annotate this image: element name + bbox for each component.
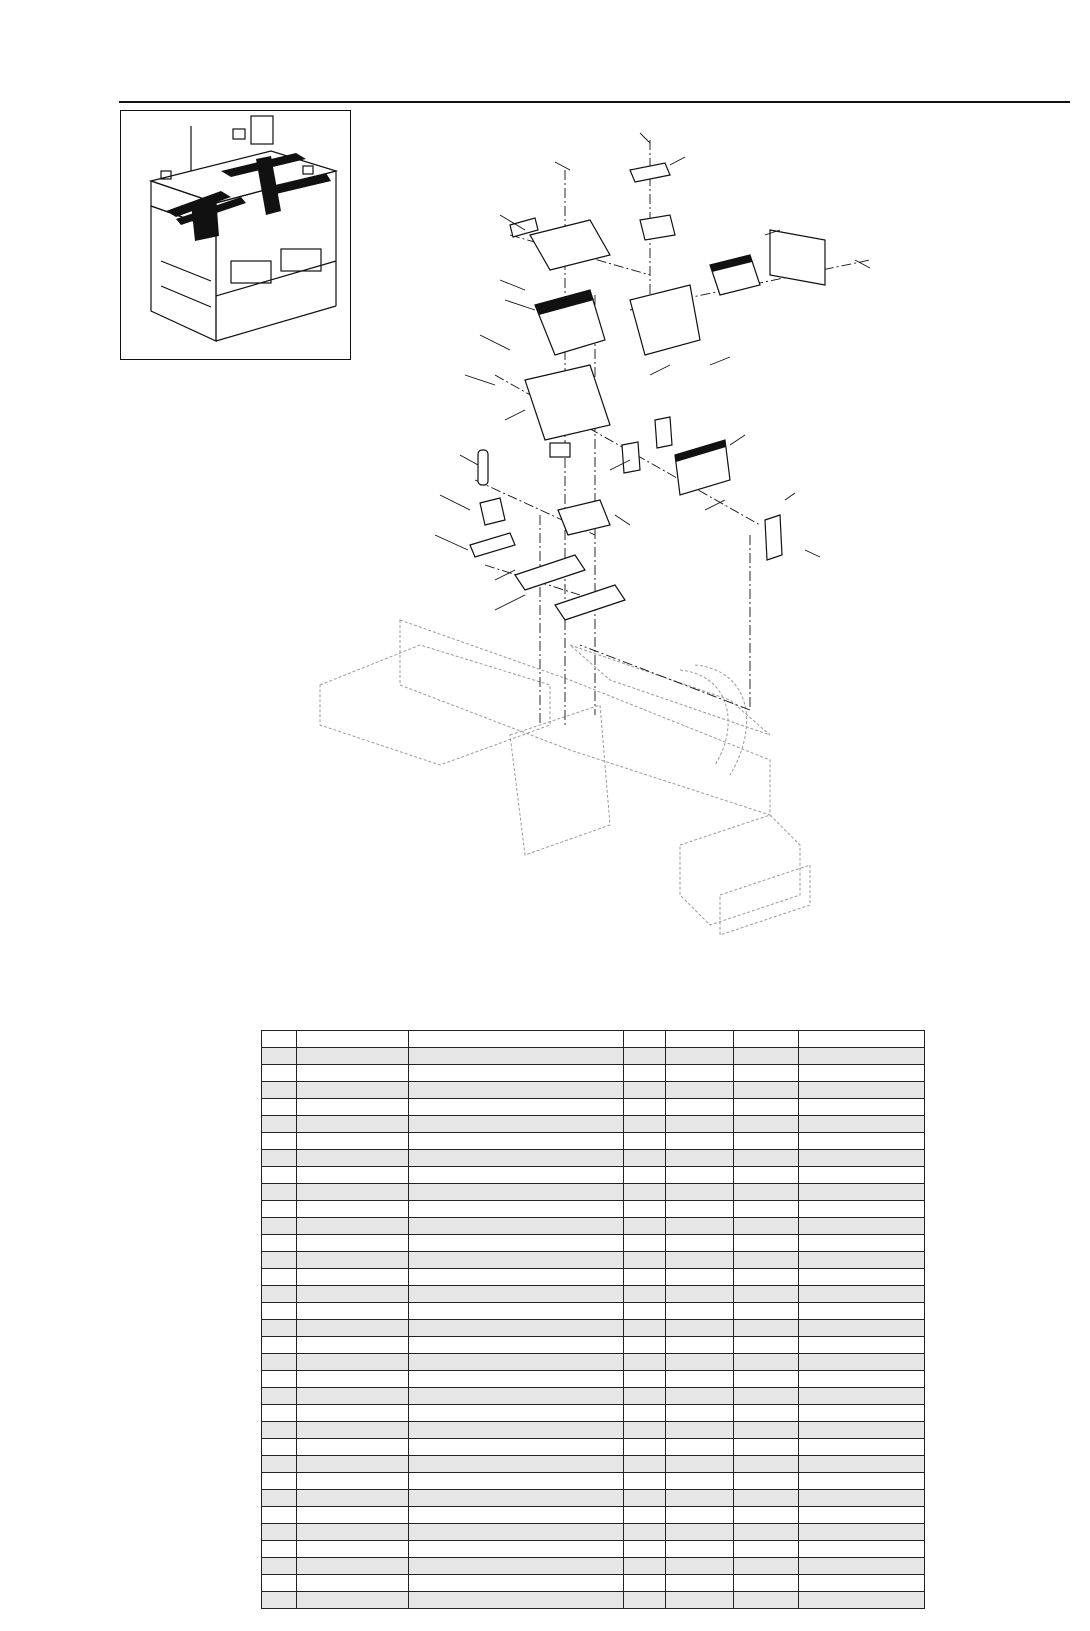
table-cell [409,1201,624,1218]
parts-table-body [262,1048,925,1609]
table-cell [297,1371,409,1388]
table-cell [409,1167,624,1184]
table-cell [734,1048,799,1065]
table-cell [799,1490,925,1507]
table-cell [624,1405,666,1422]
table-row [262,1099,925,1116]
table-cell [297,1405,409,1422]
table-cell [624,1371,666,1388]
table-cell [262,1218,297,1235]
table-cell [799,1150,925,1167]
table-cell [666,1286,734,1303]
table-cell [666,1133,734,1150]
table-cell [297,1184,409,1201]
table-cell [799,1558,925,1575]
table-cell [409,1541,624,1558]
table-cell [799,1405,925,1422]
table-cell [297,1269,409,1286]
table-cell [409,1337,624,1354]
table-cell [624,1235,666,1252]
table-cell [297,1388,409,1405]
table-cell [734,1099,799,1116]
table-cell [409,1558,624,1575]
table-cell [624,1218,666,1235]
table-cell [262,1354,297,1371]
table-cell [624,1575,666,1592]
parts-list-table [261,1030,925,1609]
table-cell [666,1405,734,1422]
table-cell [297,1558,409,1575]
table-cell [297,1575,409,1592]
table-cell [734,1456,799,1473]
table-row [262,1524,925,1541]
table-cell [666,1541,734,1558]
table-cell [666,1218,734,1235]
cage-housing [630,285,700,355]
table-cell [262,1422,297,1439]
table-cell [666,1201,734,1218]
table-cell [262,1150,297,1167]
table-cell [799,1133,925,1150]
table-cell [297,1320,409,1337]
table-cell [624,1252,666,1269]
table-cell [409,1065,624,1082]
table-cell [734,1592,799,1609]
sensor-block [550,443,570,457]
table-cell [624,1456,666,1473]
square-plate [558,500,610,535]
table-cell [666,1099,734,1116]
table-cell [624,1184,666,1201]
table-cell [799,1524,925,1541]
table-cell [666,1082,734,1099]
table-row [262,1133,925,1150]
table-cell [734,1541,799,1558]
table-cell [262,1167,297,1184]
table-cell [297,1524,409,1541]
table-cell [262,1541,297,1558]
table-cell [666,1337,734,1354]
table-cell [734,1065,799,1082]
table-cell [734,1082,799,1099]
table-cell [734,1507,799,1524]
table-cell [409,1490,624,1507]
table-cell [734,1337,799,1354]
table-cell [666,1371,734,1388]
table-cell [409,1592,624,1609]
table-cell [409,1082,624,1099]
table-cell [799,1439,925,1456]
table-cell [409,1422,624,1439]
top-plate [530,220,610,270]
table-cell [734,1269,799,1286]
table-cell [297,1303,409,1320]
table-cell [297,1456,409,1473]
table-cell [297,1507,409,1524]
table-cell [297,1201,409,1218]
table-cell [409,1388,624,1405]
table-row [262,1473,925,1490]
clip-bracket-a [655,417,672,448]
table-cell [799,1388,925,1405]
base-bar-b [555,585,625,620]
header-cell [734,1031,799,1048]
table-cell [666,1167,734,1184]
post-bracket [480,498,505,525]
table-cell [734,1133,799,1150]
table-cell [262,1456,297,1473]
table-cell [297,1116,409,1133]
table-cell [799,1473,925,1490]
table-cell [799,1218,925,1235]
table-cell [262,1065,297,1082]
table-cell [799,1507,925,1524]
table-row [262,1575,925,1592]
exploded-parts-diagram [310,125,910,975]
table-cell [297,1218,409,1235]
table-cell [409,1303,624,1320]
table-row [262,1048,925,1065]
table-cell [409,1269,624,1286]
table-cell [799,1167,925,1184]
table-cell [734,1371,799,1388]
table-cell [409,1320,624,1337]
table-cell [624,1082,666,1099]
base-bar-a [515,555,585,590]
table-cell [262,1592,297,1609]
table-row [262,1320,925,1337]
table-cell [297,1167,409,1184]
table-cell [666,1439,734,1456]
header-cell [799,1031,925,1048]
handle-knob [478,450,488,485]
table-cell [799,1320,925,1337]
table-cell [799,1371,925,1388]
table-cell [734,1405,799,1422]
table-row [262,1269,925,1286]
table-cell [409,1252,624,1269]
table-cell [624,1269,666,1286]
header-cell [666,1031,734,1048]
table-cell [624,1558,666,1575]
table-cell [409,1473,624,1490]
table-cell [734,1252,799,1269]
table-cell [799,1252,925,1269]
table-cell [799,1269,925,1286]
table-cell [262,1473,297,1490]
table-cell [297,1490,409,1507]
table-cell [262,1269,297,1286]
table-cell [666,1235,734,1252]
table-cell [666,1422,734,1439]
table-cell [799,1099,925,1116]
table-cell [409,1048,624,1065]
table-cell [297,1337,409,1354]
table-cell [262,1235,297,1252]
table-cell [297,1082,409,1099]
table-row [262,1218,925,1235]
table-cell [799,1541,925,1558]
table-cell [666,1388,734,1405]
table-cell [734,1116,799,1133]
table-cell [799,1286,925,1303]
table-cell [409,1286,624,1303]
table-cell [624,1133,666,1150]
table-cell [262,1490,297,1507]
table-cell [624,1201,666,1218]
table-cell [624,1473,666,1490]
table-cell [262,1133,297,1150]
table-header-row [262,1031,925,1048]
header-cell [297,1031,409,1048]
table-cell [409,1184,624,1201]
lower-frame [525,365,610,440]
table-cell [799,1082,925,1099]
table-cell [624,1541,666,1558]
table-cell [734,1286,799,1303]
table-row [262,1388,925,1405]
table-row [262,1371,925,1388]
table-cell [624,1592,666,1609]
table-cell [297,1065,409,1082]
table-cell [624,1065,666,1082]
table-cell [262,1507,297,1524]
table-row [262,1150,925,1167]
table-cell [624,1337,666,1354]
table-cell [734,1388,799,1405]
table-cell [666,1303,734,1320]
table-cell [624,1167,666,1184]
table-cell [734,1167,799,1184]
table-row [262,1286,925,1303]
table-cell [666,1150,734,1167]
table-cell [262,1524,297,1541]
table-cell [262,1558,297,1575]
table-cell [734,1218,799,1235]
table-cell [734,1184,799,1201]
table-cell [799,1065,925,1082]
table-cell [799,1201,925,1218]
table-row [262,1507,925,1524]
table-cell [734,1524,799,1541]
table-cell [297,1235,409,1252]
table-cell [409,1507,624,1524]
table-cell [666,1320,734,1337]
table-cell [734,1150,799,1167]
clip-bracket-b [622,442,640,473]
table-cell [666,1575,734,1592]
table-cell [799,1337,925,1354]
table-cell [409,1456,624,1473]
table-cell [666,1592,734,1609]
strip-plate [470,533,515,557]
table-cell [297,1286,409,1303]
table-cell [409,1116,624,1133]
table-cell [666,1490,734,1507]
header-cell [624,1031,666,1048]
table-cell [624,1524,666,1541]
table-cell [624,1354,666,1371]
table-cell [666,1116,734,1133]
table-cell [262,1575,297,1592]
table-cell [734,1235,799,1252]
table-cell [297,1541,409,1558]
table-cell [666,1473,734,1490]
table-cell [262,1303,297,1320]
table-row [262,1116,925,1133]
table-row [262,1558,925,1575]
table-cell [624,1150,666,1167]
table-cell [297,1473,409,1490]
table-cell [799,1303,925,1320]
table-cell [409,1218,624,1235]
table-cell [734,1473,799,1490]
table-cell [666,1065,734,1082]
mount-block [640,215,675,240]
table-cell [297,1099,409,1116]
table-cell [262,1371,297,1388]
table-cell [624,1439,666,1456]
table-cell [799,1116,925,1133]
table-cell [734,1303,799,1320]
table-cell [734,1422,799,1439]
table-cell [734,1354,799,1371]
table-cell [262,1405,297,1422]
table-cell [666,1354,734,1371]
table-cell [624,1422,666,1439]
table-cell [799,1456,925,1473]
table-cell [409,1405,624,1422]
table-cell [297,1252,409,1269]
table-cell [262,1388,297,1405]
table-cell [262,1439,297,1456]
table-cell [666,1558,734,1575]
table-row [262,1405,925,1422]
table-cell [409,1439,624,1456]
table-row [262,1065,925,1082]
table-row [262,1303,925,1320]
table-cell [734,1558,799,1575]
table-cell [799,1422,925,1439]
table-cell [262,1082,297,1099]
table-cell [262,1048,297,1065]
table-cell [624,1320,666,1337]
table-row [262,1252,925,1269]
table-cell [297,1592,409,1609]
table-cell [624,1507,666,1524]
table-cell [666,1269,734,1286]
table-cell [624,1116,666,1133]
table-cell [409,1099,624,1116]
table-cell [297,1048,409,1065]
table-cell [799,1235,925,1252]
table-row [262,1235,925,1252]
header-rule [119,101,1070,103]
table-cell [297,1422,409,1439]
table-cell [409,1354,624,1371]
table-cell [297,1439,409,1456]
table-cell [409,1150,624,1167]
table-row [262,1439,925,1456]
table-cell [297,1354,409,1371]
table-cell [409,1575,624,1592]
table-cell [666,1252,734,1269]
table-cell [666,1456,734,1473]
table-row [262,1167,925,1184]
table-cell [262,1099,297,1116]
table-cell [666,1524,734,1541]
table-cell [262,1116,297,1133]
table-cell [624,1099,666,1116]
table-row [262,1592,925,1609]
table-row [262,1541,925,1558]
header-cell [409,1031,624,1048]
side-bracket [765,515,782,560]
table-cell [799,1354,925,1371]
table-cell [624,1286,666,1303]
table-cell [409,1235,624,1252]
table-cell [409,1371,624,1388]
table-cell [297,1133,409,1150]
table-cell [734,1201,799,1218]
table-cell [799,1592,925,1609]
table-cell [624,1388,666,1405]
table-row [262,1337,925,1354]
table-row [262,1490,925,1507]
table-cell [734,1320,799,1337]
table-cell [262,1337,297,1354]
table-cell [262,1286,297,1303]
table-cell [624,1490,666,1507]
table-cell [799,1575,925,1592]
table-cell [799,1184,925,1201]
table-cell [666,1184,734,1201]
ghost-gantry-assembly [320,620,810,935]
table-cell [409,1524,624,1541]
table-cell [624,1048,666,1065]
table-cell [734,1490,799,1507]
table-cell [734,1575,799,1592]
table-row [262,1082,925,1099]
table-cell [409,1133,624,1150]
table-cell [734,1439,799,1456]
top-bracket [630,163,670,182]
table-cell [297,1150,409,1167]
table-cell [799,1048,925,1065]
table-row [262,1422,925,1439]
table-row [262,1456,925,1473]
header-cell [262,1031,297,1048]
table-cell [624,1303,666,1320]
table-row [262,1184,925,1201]
table-cell [262,1184,297,1201]
table-cell [262,1320,297,1337]
cover-panel [770,230,825,285]
table-cell [262,1201,297,1218]
table-cell [262,1252,297,1269]
table-cell [666,1048,734,1065]
table-row [262,1201,925,1218]
table-cell [666,1507,734,1524]
table-row [262,1354,925,1371]
